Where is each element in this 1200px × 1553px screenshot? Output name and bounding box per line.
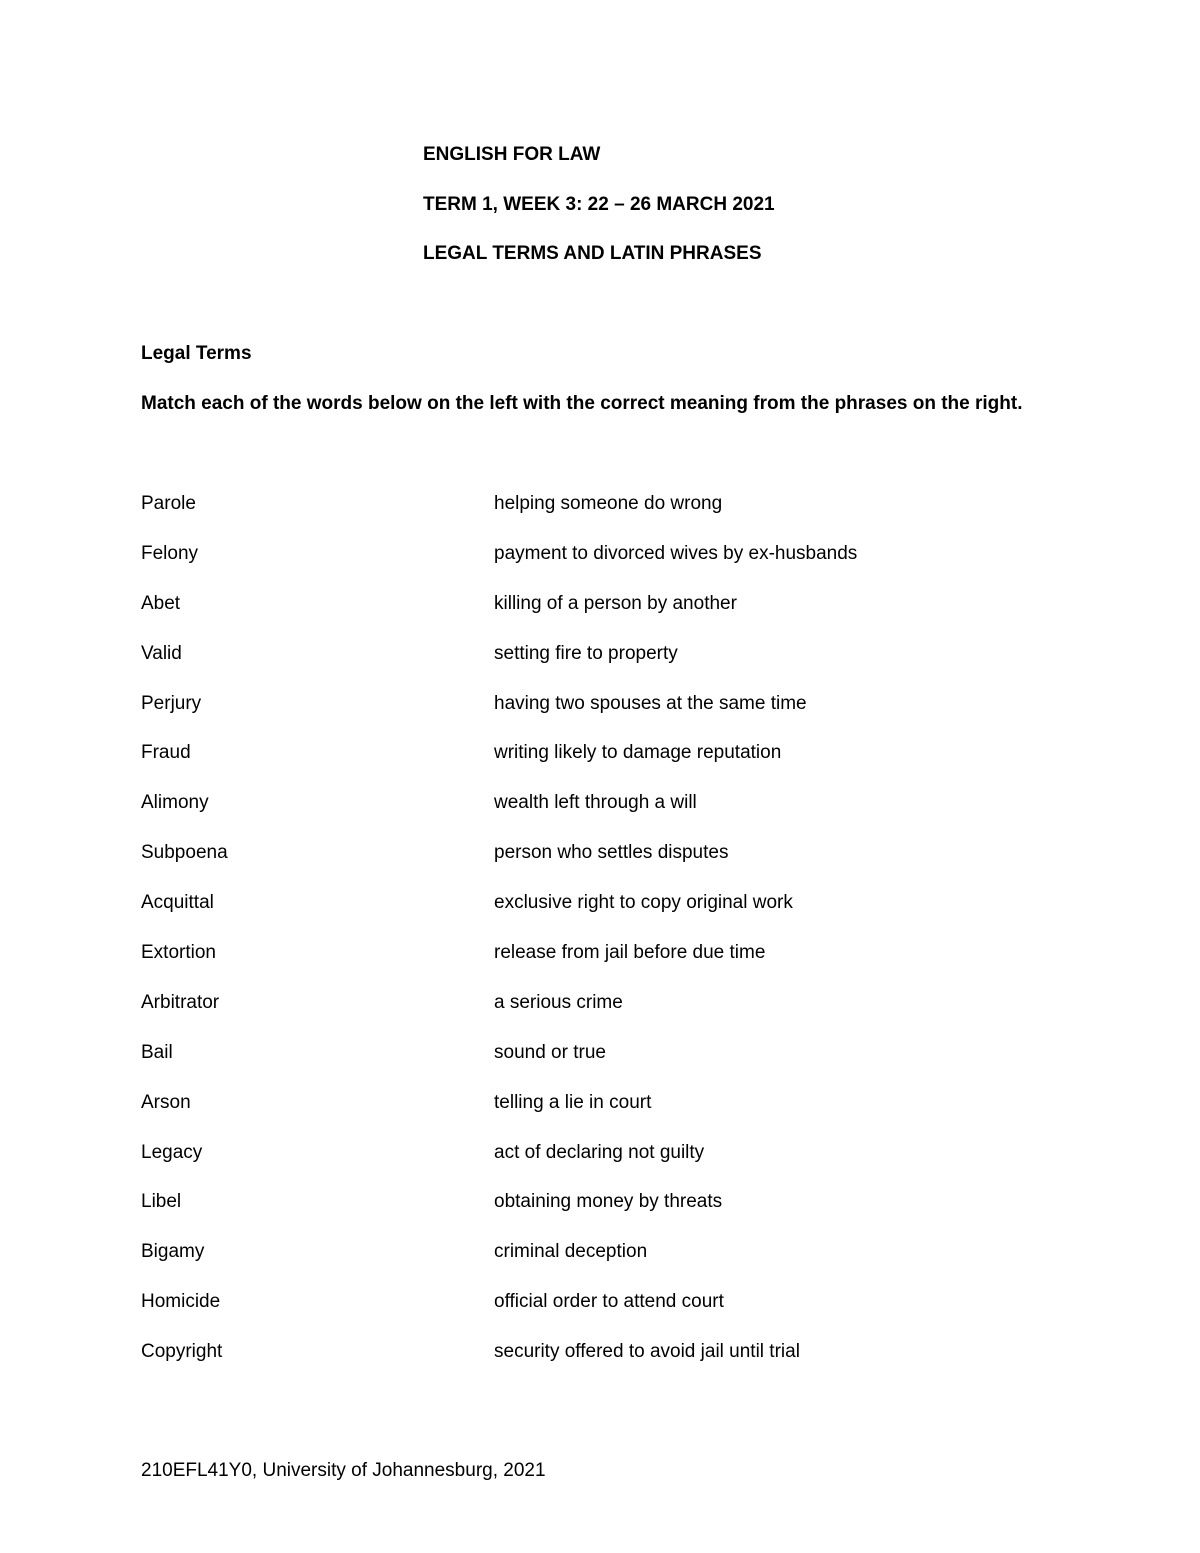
term-word: Bigamy [141, 1241, 205, 1263]
term-word: Acquittal [141, 892, 214, 914]
term-meaning: having two spouses at the same time [494, 692, 807, 714]
term-word: Arson [141, 1091, 191, 1113]
term-row [141, 642, 1101, 666]
term-meaning: security offered to avoid jail until trial [494, 1341, 800, 1363]
term-word: Arbitrator [141, 991, 220, 1013]
term-word: Fraud [141, 742, 191, 764]
term-row [141, 1240, 1101, 1264]
term-word: Subpoena [141, 842, 228, 864]
term-row [141, 1190, 1101, 1214]
term-meaning: person who settles disputes [494, 842, 729, 864]
term-row [141, 741, 1101, 765]
topic-title: LEGAL TERMS AND LATIN PHRASES [423, 243, 762, 264]
term-row [141, 592, 1101, 616]
course-title: ENGLISH FOR LAW [423, 144, 601, 165]
term-meaning: release from jail before due time [494, 942, 766, 964]
term-row [141, 791, 1101, 815]
term-meaning: obtaining money by threats [494, 1191, 723, 1213]
term-row [141, 841, 1101, 865]
section-title: Legal Terms [141, 343, 252, 364]
term-word: Homicide [141, 1291, 221, 1313]
term-row [141, 1340, 1101, 1364]
term-row [141, 692, 1101, 716]
term-row [141, 1091, 1101, 1115]
document-heading [423, 143, 775, 292]
term-row [141, 991, 1101, 1015]
term-meaning: act of declaring not guilty [494, 1141, 705, 1163]
term-meaning: wealth left through a will [494, 792, 697, 814]
term-meaning: sound or true [494, 1041, 606, 1063]
term-word: Extortion [141, 942, 216, 964]
instructions: Match each of the words below on the left with the correct meaning from the phrases on the right. [141, 393, 1023, 414]
term-meaning: criminal deception [494, 1241, 648, 1263]
term-meaning: payment to divorced wives by ex-husbands [494, 542, 858, 564]
term-meaning: official order to attend court [494, 1291, 724, 1313]
term-word: Bail [141, 1041, 173, 1063]
term-row [141, 1141, 1101, 1165]
term-meaning: telling a lie in court [494, 1091, 652, 1113]
term-word: Felony [141, 542, 199, 564]
term-word: Alimony [141, 792, 209, 814]
term-meaning: helping someone do wrong [494, 493, 723, 514]
page-footer: 210EFL41Y0, University of Johannesburg, 2021 [141, 1460, 546, 1481]
term-row [141, 1290, 1101, 1314]
term-word: Abet [141, 592, 181, 614]
term-word: Parole [141, 493, 196, 514]
term-meaning: writing likely to damage reputation [494, 742, 782, 764]
term-word: Copyright [141, 1341, 223, 1363]
terms-list [141, 492, 1101, 1390]
term-row [141, 891, 1101, 915]
term-word: Legacy [141, 1141, 203, 1163]
term-row [141, 492, 1101, 516]
term-word: Perjury [141, 692, 202, 714]
term-meaning: a serious crime [494, 991, 623, 1013]
term-word: Valid [141, 642, 182, 664]
term-row [141, 941, 1101, 965]
term-meaning: killing of a person by another [494, 592, 737, 614]
term-word: Libel [141, 1191, 182, 1213]
term-meaning: setting fire to property [494, 642, 678, 664]
term-row [141, 1041, 1101, 1065]
term-row [141, 542, 1101, 566]
term-meaning: exclusive right to copy original work [494, 892, 793, 914]
term-week: TERM 1, WEEK 3: 22 – 26 MARCH 2021 [423, 193, 775, 215]
